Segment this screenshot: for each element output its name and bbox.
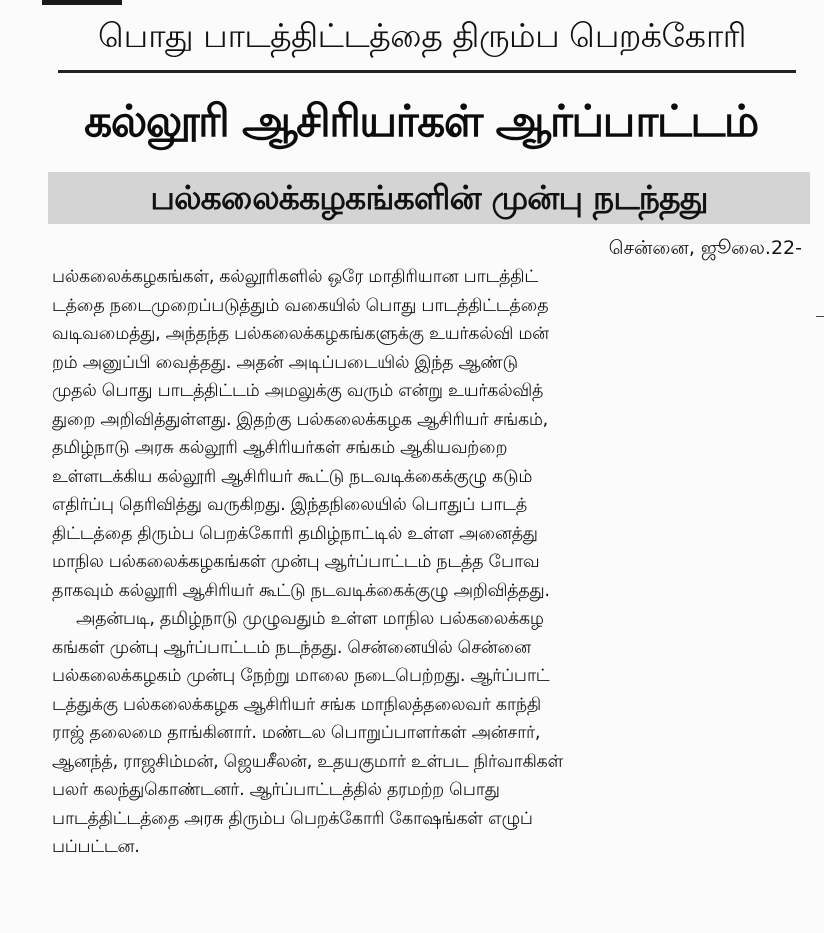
body-line: மாநில பல்கலைக்கழகங்கள் முன்பு ஆர்ப்பாட்டம் நடத்த போவ (52, 552, 540, 572)
body-line: ஆனந்த், ராஜசிம்மன், ஜெயசீலன், உதயகுமார் உள்பட நிர்வாகிகள் (52, 751, 563, 772)
deck-banner: பல்கலைக்கழகங்களின் முன்பு நடந்தது (48, 172, 810, 224)
body-line: திட்டத்தை திரும்ப பெறக்கோரி தமிழ்நாட்டில் உள்ள அனைத்து (52, 523, 538, 544)
body-line: முதல் பொது பாடத்திட்டம் அமலுக்கு வரும் என்று உயர்கல்வித் (52, 381, 544, 401)
body-line: பப்பட்டன. (52, 837, 140, 857)
body-line: வடிவமைத்து, அந்தந்த பல்கலைக்கழகங்களுக்கு உயர்கல்வி மன் (52, 324, 549, 344)
body-line: கங்கள் முன்பு ஆர்ப்பாட்டம் நடந்தது. சென்னையில் சென்னை (52, 637, 531, 658)
top-rule-fragment (42, 0, 122, 5)
dateline: சென்னை, ஜூலை.22- (608, 237, 802, 259)
body-line: பாடத்திட்டத்தை அரசு திரும்ப பெறக்கோரி கோஷங்கள் எழுப் (52, 808, 533, 829)
body-line: பல்கலைக்கழகங்கள், கல்லூரிகளில் ஒரே மாதிரியான பாடத்திட் (52, 267, 538, 287)
body-line: பலர் கலந்துகொண்டனர். ஆர்ப்பாட்டத்தில் தரமற்ற பொது (52, 780, 500, 800)
headline: கல்லூரி ஆசிரியர்கள் ஆர்ப்பாட்டம் (84, 96, 758, 147)
body-line: றம் அனுப்பி வைத்தது. அதன் அடிப்படையில் இந்த ஆண்டு (52, 352, 518, 373)
body-line: ராஜ் தலைமை தாங்கினார். மண்டல பொறுப்பாளர்கள் அன்சார், (52, 723, 541, 743)
body-line: தமிழ்நாடு அரசு கல்லூரி ஆசிரியர்கள் சங்கம் ஆகியவற்றை (52, 438, 508, 458)
body-line: துறை அறிவித்துள்ளது. இதற்கு பல்கலைக்கழக ஆசிரியர் சங்கம், (52, 409, 548, 430)
body-line: டத்தை நடைமுறைப்படுத்தும் வகையில் பொது பாடத்திட்டத்தை (52, 295, 549, 316)
body-line: டத்துக்கு பல்கலைக்கழக ஆசிரியர் சங்க மாநிலத்தலைவர் காந்தி (52, 694, 541, 715)
body-line: எதிர்ப்பு தெரிவித்து வருகிறது. இந்தநிலையில் பொதுப் பாடத் (52, 495, 527, 515)
body-line-paragraph-start: அதன்படி, தமிழ்நாடு முழுவதும் உள்ள மாநில பல்கலைக்கழ (76, 609, 544, 629)
kicker-line: பொது பாடத்திட்டத்தை திரும்ப பெறக்கோரி (98, 16, 746, 55)
body-line: தாகவும் கல்லூரி ஆசிரியர் கூட்டு நடவடிக்கைக்குழு அறிவித்தது. (52, 580, 550, 601)
body-line: பல்கலைக்கழகம் முன்பு நேற்று மாலை நடைபெற்றது. ஆர்ப்பாட் (52, 666, 550, 686)
body-line: உள்ளடக்கிய கல்லூரி ஆசிரியர் கூட்டு நடவடிக்கைக்குழு கடும் (52, 466, 533, 487)
kicker-divider (58, 70, 796, 73)
article-body (52, 263, 814, 862)
column-edge-mark (816, 316, 824, 317)
